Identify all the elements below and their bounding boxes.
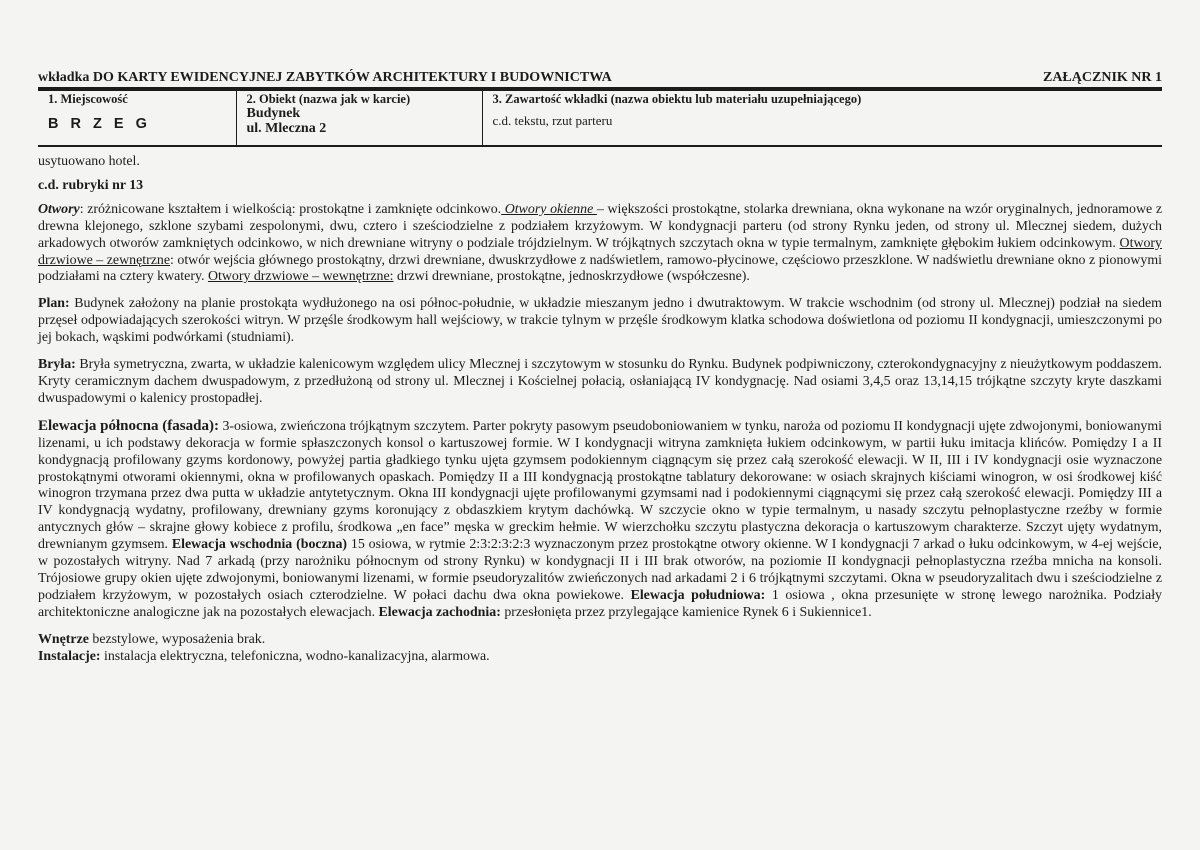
document-page — [38, 68, 1162, 665]
field-object — [236, 91, 482, 145]
document-body — [38, 147, 1162, 665]
intro-line: usytuowano hotel. — [38, 154, 140, 169]
wnetrze-label: Wnętrze — [38, 631, 89, 647]
paragraph-plan: Plan: Budynek założony na planie prostokąta wydłużonego na osi północ-południe, w układzie mieszanym jedno i dwutraktowym. W trakcie wschodnim (od strony ul. Mlecznej) podział na siedem przęseł odpowiadających szerokości witryn. W przęśle środkowym hall wejściowy, w trakcie tylnym w przęśle środkowym klatka schodowa doświetlona od poziomu II kondygnacji, umieszczonymi po jej bokach, wąskimi podwórkami (studniami). — [38, 296, 1162, 346]
object-value-line2: ul. Mleczna 2 — [246, 121, 327, 136]
object-label: 2. Obiekt (nazwa jak w karcie) — [246, 92, 411, 106]
paragraph-elewacje: Elewacja północna (fasada): 3-osiowa, zwieńczona trójkątnym szczytem. Parter pokryty pasowym pseudoboniowaniem w tynku, naroża od poziomu II kondygnacji ujęte zdwojonymi, boniowanymi lizenami, u ich podstawy dekoracja w formie spłaszczonych konsol o kartuszowej formie. W I kondygnacji witryna zamknięta łukiem odcinkowym, w partii łuku imitacja klińców. Pomiędzy I a II kondygnacją profilowany gzyms kordonowy, powyżej partia gładkiego tynku ujęta gzymsem podokiennym ciągnącym się przez całą szerokość elewacji. W II, III i IV kondygnacji osie wyznaczone prostokątnymi otworami okiennymi, okna w profilowanych opaskach. Pomiędzy II a III kondygnacją prostokątne tablatury dekorowane: w osiach skrajnych kiściami winogron, w osi środkowej kiść winogron trzymana przez dwa putta w układzie antytetycznym. Okna III kondygnacji ujęte profilowanymi gzymsami nad i podokiennymi ciągnącymi się przez całą szerokość elewacji. Pomiędzy III a IV kondygnacją wydatny, profilowany, drewniany gzyms koronujący z obdaszkiem krytym dachówką. W szczycie okno w typie termalnym, u nasady szczytu pełnoplastyczne rzeźby w formie antycznych głów – skrajne głowy kobiece z profilu, środkowa „en face” męska w greckim hełmie. W wierzchołku szczytu plastyczna dekoracja o kartuszowym charakterze. Szczyt ujęty wydatnym, drewnianym gzymsem. Elewacja wschodnia (boczna) 15 osiowa, w rytmie 2:3:2:3:2:3 wyznaczonym przez prostokątne otwory okienne. W I kondygnacji 7 arkad o łuku odcinkowym, w 4-ej wejście, w pozostałych witryny. Nad 7 arkadą (przy narożniku północnym od strony Rynku) w kondygnacji II i III brak otworów, na poziomie II kondygnacji pełnoplastyczna rzeźba mnicha na konsoli. Trójosiowe grupy okien ujęte zdwojonymi, boniowanymi lizenami, w formie pseudoryzalitów zwieńczonych nad arkadami 2 i 6 trójkątnymi szczytami. Okna w pseudoryzalitach dwu i sześciodzielne z podziałem krzyżowym, w pozostałych osiach czterodzielne. W połaci dachu dwa okna powiekowe. Elewacja południowa: 1 osiowa , okna przesunięte w stronę lewego narożnika. Podziały architektoniczne analogiczne jak na pozostałych elewacjach. Elewacja zachodnia: przesłonięta przez przylegające kamienice Rynek 6 i Sukiennice1. — [38, 417, 1163, 620]
elewacja-poludniowa-label: Elewacja południowa: — [630, 587, 766, 603]
elewacja-wschodnia-label: Elewacja wschodnia (boczna) — [171, 537, 348, 553]
elewacja-polnocna-label: Elewacja północna (fasada): — [38, 417, 219, 434]
otwory-drzwiowe-wewn-heading: Otwory drzwiowe – wewnętrzne: — [207, 269, 394, 285]
elewacja-zachodnia-label: Elewacja zachodnia: — [378, 604, 501, 620]
paragraph-otwory: Otwory: zróżnicowane kształtem i wielkością: prostokątne i zamknięte odcinkowo. Otwory okienne – większości prostokątne, stolarka drewniana, okna wykonane na wzór oryginalnych, jednoramowe z drewna klejonego, szklone szybami zespolonymi, dwu, cztero i sześciodzielne z podziałem krzyżowym. W kondygnacji parteru (od strony Rynku jeden, od strony ul. Mlecznej siedem, dużych arkadowych otworów zamkniętych odcinkowo, w nich drewniane witryny o podziale trójdzielnym. W trójkątnych szczytach okna w typie termalnym, zamknięte głębokim łukiem odcinkowym. Otwory drzwiowe – zewnętrzne: otwór wejścia głównego prostokątny, drzwi drewniane, dwuskrzydłowe z nadświetlem, ramowo-płycinowe, częściowo przeszklone. W nadświetlu drewniane okno z pionowymi podziałami na cztery kwatery. Otwory drzwiowe – wewnętrzne: drzwi drewniane, prostokątne, jednoskrzydłowe (współczesne). — [38, 201, 1162, 285]
form-header — [38, 68, 1162, 86]
otwory-drzwiowe-zewn-heading: Otwory drzwiowe – zewnętrzne — [38, 235, 1162, 268]
locality-value: B R Z E G — [48, 116, 151, 132]
paragraph-wnetrze: Wnętrze bezstylowe, wyposażenia brak. — [38, 631, 266, 647]
locality-label: 1. Miejscowość — [48, 92, 128, 106]
form-title: wkładka DO KARTY EWIDENCYJNEJ ZABYTKÓW ARCHITEKTURY I BUDOWNICTWA — [38, 70, 612, 85]
form-fields-table — [38, 91, 1162, 145]
contents-label: 3. Zawartość wkładki (nazwa obiektu lub materiału uzupełniającego) — [492, 92, 862, 106]
field-contents — [482, 91, 1162, 145]
paragraph-bryla: Bryła: Bryła symetryczna, zwarta, w układzie kalenicowym względem ulicy Mlecznej i szczytowym w stosunku do Rynku. Budynek podpiwniczony, czterokondygnacyjny z nieużytkowym poddaszem. Kryty ceramicznym dachem dwuspadowym, z przedłużoną od strony ul. Mlecznej i Kościelnej połacią, osłaniającą IV kondygnację. Nad osiami 3,4,5 oraz 13,14,15 trójkątne szczyty kryte daszkami dwuspadowymi o kalenicy prostopadłej. — [38, 357, 1162, 406]
attachment-number: ZAŁĄCZNIK NR 1 — [1042, 70, 1162, 85]
paragraph-instalacje: Instalacje: instalacja elektryczna, telefoniczna, wodno-kanalizacyjna, alarmowa. — [38, 648, 490, 664]
section-heading: c.d. rubryki nr 13 — [38, 177, 144, 193]
field-locality — [38, 91, 236, 145]
otwory-label: Otwory — [38, 201, 80, 217]
object-value-line1: Budynek — [246, 106, 301, 121]
bryla-label: Bryła: — [38, 357, 76, 373]
instalacje-label: Instalacje: — [38, 648, 101, 664]
plan-label: Plan: — [38, 296, 70, 312]
contents-value: c.d. tekstu, rzut parteru — [492, 113, 613, 128]
otwory-okienne-heading: Otwory okienne — [501, 201, 597, 217]
